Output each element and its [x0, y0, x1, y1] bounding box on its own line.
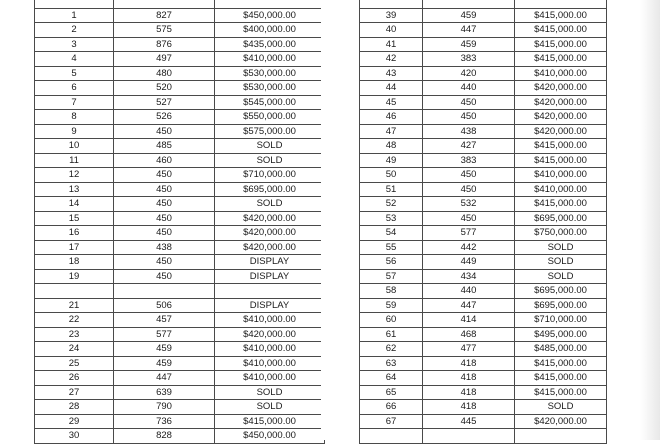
size-cell: 450: [114, 197, 215, 212]
lot-number-cell: 53: [360, 211, 423, 226]
table-row: [35, 385, 325, 400]
table-row: [35, 182, 325, 197]
size-cell: 450: [114, 124, 215, 139]
price-cell: $695,000.00: [515, 298, 607, 313]
lot-number-cell: 57: [360, 269, 423, 284]
size-cell: 449: [423, 255, 515, 270]
table-row: [35, 66, 325, 81]
lot-number-cell: 67: [360, 414, 423, 429]
price-cell: [515, 429, 607, 444]
size-cell: 457: [114, 313, 215, 328]
table-row: [360, 313, 607, 328]
size-cell: 736: [114, 414, 215, 429]
table-header-row: [35, 0, 325, 8]
size-cell: 876: [114, 37, 215, 52]
lot-number-cell: 46: [360, 110, 423, 125]
table-row: [35, 342, 325, 357]
size-cell: 418: [423, 356, 515, 371]
table-row: [360, 52, 607, 67]
table-row: [360, 168, 607, 183]
lot-number-cell: 2: [35, 23, 114, 38]
lot-number-cell: 9: [35, 124, 114, 139]
lot-number-cell: 55: [360, 240, 423, 255]
lot-number-cell: 26: [35, 371, 114, 386]
size-cell: 447: [114, 371, 215, 386]
price-cell: $400,000.00: [215, 23, 325, 38]
size-cell: 383: [423, 153, 515, 168]
size-cell: 790: [114, 400, 215, 415]
price-cell: $410,000.00: [215, 371, 325, 386]
lot-number-cell: 10: [35, 139, 114, 154]
price-cell: $495,000.00: [515, 327, 607, 342]
table-row: [35, 240, 325, 255]
lot-number-cell: 21: [35, 298, 114, 313]
price-cell: $420,000.00: [515, 95, 607, 110]
table-row: [360, 23, 607, 38]
size-cell: 526: [114, 110, 215, 125]
size-cell: [423, 429, 515, 444]
lot-number-cell: 45: [360, 95, 423, 110]
price-cell: $750,000.00: [515, 226, 607, 241]
price-cell: $410,000.00: [515, 168, 607, 183]
table-row: [35, 124, 325, 139]
table-row: [360, 153, 607, 168]
header-cell: [423, 0, 515, 8]
header-cell: [35, 0, 114, 8]
price-cell: $420,000.00: [215, 226, 325, 241]
page-edge-shadow: [640, 0, 660, 440]
table-row: [35, 197, 325, 212]
lot-number-cell: 40: [360, 23, 423, 38]
lot-number-cell: 18: [35, 255, 114, 270]
lot-number-cell: 6: [35, 81, 114, 96]
price-table-right: [359, 0, 607, 444]
table-row: [35, 226, 325, 241]
lot-number-cell: 30: [35, 429, 114, 444]
size-cell: 440: [423, 284, 515, 299]
table-row: [360, 139, 607, 154]
table-row: [360, 81, 607, 96]
price-cell: $710,000.00: [215, 168, 325, 183]
table-row: [35, 356, 325, 371]
size-cell: 418: [423, 371, 515, 386]
lot-number-cell: 52: [360, 197, 423, 212]
price-cell: $410,000.00: [215, 342, 325, 357]
table-row: [35, 95, 325, 110]
header-cell: [215, 0, 325, 8]
table-row: [35, 298, 325, 313]
table-row: [360, 8, 607, 23]
lot-number-cell: 51: [360, 182, 423, 197]
price-cell: $530,000.00: [215, 66, 325, 81]
price-table-left: [34, 0, 325, 444]
lot-number-cell: 16: [35, 226, 114, 241]
price-cell: $710,000.00: [515, 313, 607, 328]
lot-number-cell: 29: [35, 414, 114, 429]
price-cell: $575,000.00: [215, 124, 325, 139]
table-row: [360, 110, 607, 125]
size-cell: 480: [114, 66, 215, 81]
size-cell: 445: [423, 414, 515, 429]
lot-number-cell: 23: [35, 327, 114, 342]
price-cell: $420,000.00: [515, 81, 607, 96]
lot-number-cell: 42: [360, 52, 423, 67]
table-row: [360, 371, 607, 386]
size-cell: 438: [423, 124, 515, 139]
lot-number-cell: 64: [360, 371, 423, 386]
lot-number-cell: 61: [360, 327, 423, 342]
size-cell: 438: [114, 240, 215, 255]
size-cell: 450: [114, 269, 215, 284]
size-cell: 575: [114, 23, 215, 38]
size-cell: 447: [423, 298, 515, 313]
price-cell: $415,000.00: [515, 23, 607, 38]
table-row: [35, 110, 325, 125]
table-row: [35, 139, 325, 154]
table-row: [35, 414, 325, 429]
size-cell: 532: [423, 197, 515, 212]
size-cell: 827: [114, 8, 215, 23]
price-cell: $695,000.00: [515, 211, 607, 226]
size-cell: 577: [114, 327, 215, 342]
size-cell: 450: [114, 211, 215, 226]
price-cell: DISPLAY: [215, 298, 325, 313]
lot-number-cell: 11: [35, 153, 114, 168]
table-row: [360, 414, 607, 429]
size-cell: 418: [423, 385, 515, 400]
table-row: [360, 342, 607, 357]
size-cell: 450: [423, 211, 515, 226]
price-cell: [215, 284, 325, 299]
lot-number-cell: 7: [35, 95, 114, 110]
lot-number-cell: 65: [360, 385, 423, 400]
price-cell: DISPLAY: [215, 255, 325, 270]
price-cell: $410,000.00: [215, 52, 325, 67]
lot-number-cell: 17: [35, 240, 114, 255]
column-gap: [321, 0, 351, 440]
table-row: [360, 226, 607, 241]
table-row: [35, 52, 325, 67]
size-cell: 497: [114, 52, 215, 67]
lot-number-cell: 62: [360, 342, 423, 357]
price-cell: $420,000.00: [215, 327, 325, 342]
lot-number-cell: 60: [360, 313, 423, 328]
price-cell: $415,000.00: [515, 8, 607, 23]
price-cell: $415,000.00: [515, 356, 607, 371]
table-row: [360, 182, 607, 197]
table-row: [360, 240, 607, 255]
price-cell: SOLD: [215, 197, 325, 212]
lot-number-cell: 25: [35, 356, 114, 371]
size-cell: [114, 284, 215, 299]
size-cell: 427: [423, 139, 515, 154]
lot-number-cell: 41: [360, 37, 423, 52]
price-cell: $415,000.00: [515, 197, 607, 212]
price-cell: SOLD: [515, 240, 607, 255]
lot-number-cell: 43: [360, 66, 423, 81]
price-cell: $415,000.00: [515, 139, 607, 154]
price-cell: $450,000.00: [215, 429, 325, 444]
price-cell: $695,000.00: [215, 182, 325, 197]
price-cell: $415,000.00: [515, 371, 607, 386]
table-row: [35, 371, 325, 386]
size-cell: 459: [423, 37, 515, 52]
size-cell: 450: [423, 110, 515, 125]
size-cell: 459: [114, 342, 215, 357]
table-row: [360, 66, 607, 81]
price-cell: $415,000.00: [515, 37, 607, 52]
price-cell: $485,000.00: [515, 342, 607, 357]
lot-number-cell: 27: [35, 385, 114, 400]
price-cell: $415,000.00: [515, 385, 607, 400]
price-cell: $420,000.00: [515, 414, 607, 429]
lot-number-cell: 49: [360, 153, 423, 168]
table-row: [35, 37, 325, 52]
price-cell: $450,000.00: [215, 8, 325, 23]
table-header-row: [360, 0, 607, 8]
size-cell: 450: [423, 168, 515, 183]
price-cell: DISPLAY: [215, 269, 325, 284]
price-cell: SOLD: [515, 400, 607, 415]
size-cell: 414: [423, 313, 515, 328]
size-cell: 828: [114, 429, 215, 444]
lot-number-cell: 39: [360, 8, 423, 23]
header-cell: [515, 0, 607, 8]
lot-number-cell: 50: [360, 168, 423, 183]
size-cell: 440: [423, 81, 515, 96]
price-cell: SOLD: [215, 400, 325, 415]
table-row: [360, 211, 607, 226]
size-cell: 527: [114, 95, 215, 110]
table-row: [35, 168, 325, 183]
lot-number-cell: 4: [35, 52, 114, 67]
lot-number-cell: 13: [35, 182, 114, 197]
price-cell: SOLD: [215, 385, 325, 400]
size-cell: 485: [114, 139, 215, 154]
size-cell: 420: [423, 66, 515, 81]
table-row: [35, 23, 325, 38]
lot-number-cell: 48: [360, 139, 423, 154]
price-cell: $410,000.00: [515, 66, 607, 81]
price-cell: $415,000.00: [215, 414, 325, 429]
size-cell: 468: [423, 327, 515, 342]
table-row: [360, 400, 607, 415]
table-row: [360, 327, 607, 342]
table-row: [360, 298, 607, 313]
lot-number-cell: 63: [360, 356, 423, 371]
table-row: [360, 269, 607, 284]
table-row: [35, 255, 325, 270]
lot-number-cell: 56: [360, 255, 423, 270]
lot-number-cell: 5: [35, 66, 114, 81]
price-cell: SOLD: [215, 139, 325, 154]
price-cell: $415,000.00: [515, 52, 607, 67]
lot-number-cell: 47: [360, 124, 423, 139]
price-cell: $545,000.00: [215, 95, 325, 110]
size-cell: 450: [423, 95, 515, 110]
table-row: [360, 284, 607, 299]
lot-number-cell: 12: [35, 168, 114, 183]
price-cell: $410,000.00: [515, 182, 607, 197]
table-row: [360, 255, 607, 270]
size-cell: 447: [423, 23, 515, 38]
lot-number-cell: 44: [360, 81, 423, 96]
price-cell: $530,000.00: [215, 81, 325, 96]
price-cell: $550,000.00: [215, 110, 325, 125]
size-cell: 477: [423, 342, 515, 357]
size-cell: 506: [114, 298, 215, 313]
size-cell: 450: [114, 226, 215, 241]
table-row: [35, 8, 325, 23]
header-cell: [114, 0, 215, 8]
lot-number-cell: 54: [360, 226, 423, 241]
lot-number-cell: 59: [360, 298, 423, 313]
table-row: [35, 313, 325, 328]
lot-number-cell: [35, 284, 114, 299]
lot-number-cell: 24: [35, 342, 114, 357]
price-cell: $410,000.00: [215, 356, 325, 371]
size-cell: 459: [114, 356, 215, 371]
lot-number-cell: 28: [35, 400, 114, 415]
lot-number-cell: 8: [35, 110, 114, 125]
size-cell: 460: [114, 153, 215, 168]
price-cell: SOLD: [515, 269, 607, 284]
size-cell: 442: [423, 240, 515, 255]
table-row: [360, 37, 607, 52]
size-cell: 434: [423, 269, 515, 284]
size-cell: 520: [114, 81, 215, 96]
lot-number-cell: 3: [35, 37, 114, 52]
table-row: [35, 269, 325, 284]
size-cell: 639: [114, 385, 215, 400]
table-row: [35, 284, 325, 299]
price-cell: $420,000.00: [515, 124, 607, 139]
lot-number-cell: 19: [35, 269, 114, 284]
table-row: [35, 211, 325, 226]
table-row: [360, 124, 607, 139]
price-cell: $415,000.00: [515, 153, 607, 168]
table-row: [360, 429, 607, 444]
table-row: [35, 429, 325, 444]
size-cell: 577: [423, 226, 515, 241]
size-cell: 459: [423, 8, 515, 23]
table-row: [35, 81, 325, 96]
size-cell: 450: [114, 255, 215, 270]
table-row: [35, 327, 325, 342]
lot-number-cell: 66: [360, 400, 423, 415]
lot-number-cell: 1: [35, 8, 114, 23]
table-row: [35, 400, 325, 415]
size-cell: 450: [114, 168, 215, 183]
price-cell: $435,000.00: [215, 37, 325, 52]
price-cell: $420,000.00: [515, 110, 607, 125]
header-cell: [360, 0, 423, 8]
table-row: [360, 197, 607, 212]
size-cell: 418: [423, 400, 515, 415]
price-cell: $420,000.00: [215, 240, 325, 255]
lot-number-cell: 22: [35, 313, 114, 328]
price-cell: $695,000.00: [515, 284, 607, 299]
price-cell: SOLD: [515, 255, 607, 270]
size-cell: 450: [423, 182, 515, 197]
lot-number-cell: 58: [360, 284, 423, 299]
size-cell: 383: [423, 52, 515, 67]
table-row: [360, 385, 607, 400]
table-row: [360, 356, 607, 371]
price-cell: $410,000.00: [215, 313, 325, 328]
table-row: [360, 95, 607, 110]
lot-number-cell: 15: [35, 211, 114, 226]
lot-number-cell: 14: [35, 197, 114, 212]
price-cell: SOLD: [215, 153, 325, 168]
table-row: [35, 153, 325, 168]
size-cell: 450: [114, 182, 215, 197]
price-cell: $420,000.00: [215, 211, 325, 226]
lot-number-cell: [360, 429, 423, 444]
